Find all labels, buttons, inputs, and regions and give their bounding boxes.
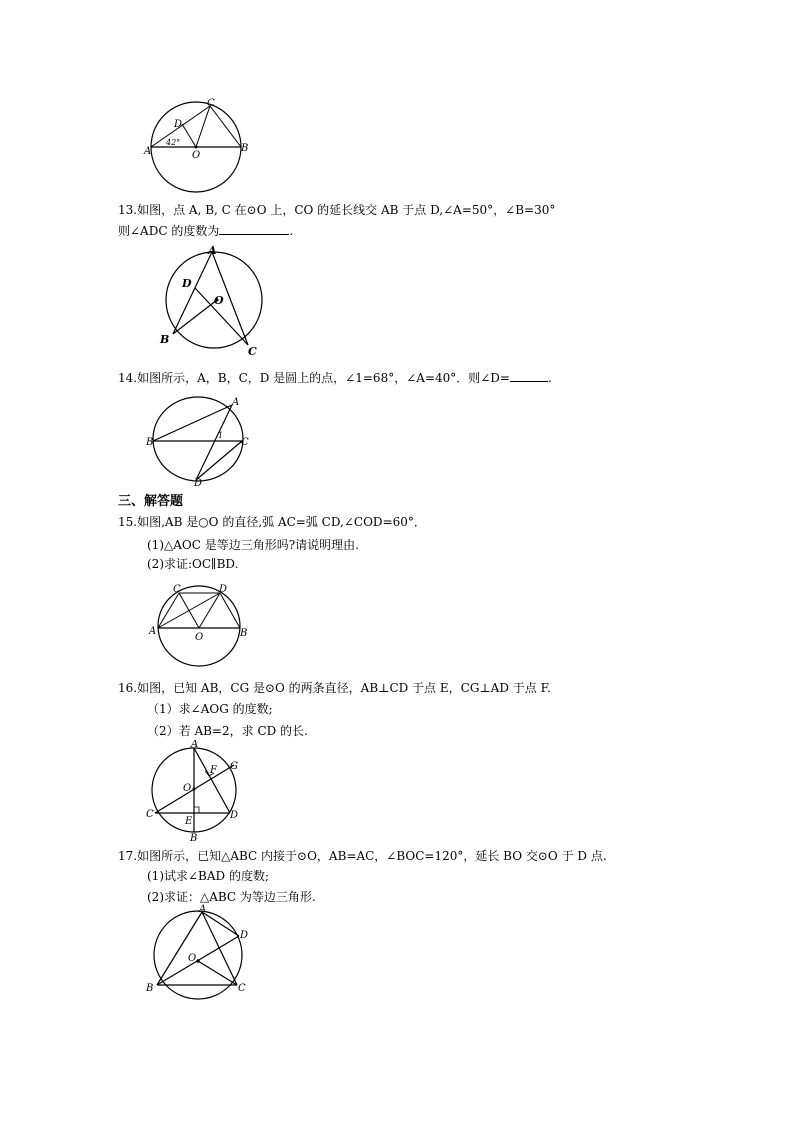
label-d: D [182, 277, 192, 290]
q16-sub2: （2）若 AB=2，求 CD 的长. [147, 724, 308, 738]
center-point [195, 146, 198, 149]
label-b: B [146, 983, 154, 994]
circle [158, 586, 240, 666]
label-a: A [232, 397, 240, 408]
figure-q15 [146, 582, 252, 670]
label-c: C [173, 584, 181, 595]
q14-period: . [547, 371, 552, 385]
chord-ad [194, 748, 230, 813]
label-a: A [208, 244, 217, 257]
q13-prompt: 则∠ADC 的度数为 [118, 224, 220, 238]
q14-line1 [118, 369, 552, 386]
label-a: A [191, 740, 199, 750]
section-title: 三、解答题 [118, 494, 184, 509]
segment-ab [157, 912, 202, 985]
answer-blank-q14[interactable] [510, 369, 548, 382]
q17-stem: 17.如图所示，已知△ABC 内接于⊙O，AB=AC，∠BOC=120°，延长 BO 交⊙O 于 D 点. [118, 849, 607, 863]
chord-ad [196, 405, 232, 480]
label-d: D [194, 478, 203, 487]
figure-q16 [142, 740, 252, 842]
label-c: C [146, 809, 154, 820]
chord-cd [196, 441, 242, 480]
label-a: A [149, 626, 157, 637]
label-b: B [160, 333, 170, 346]
q17-sub1: (1)试求∠BAD 的度数; [147, 869, 270, 883]
label-b: B [240, 628, 248, 639]
q15-sub2: (2)求证:OC∥BD. [147, 557, 239, 571]
label-d: D [230, 810, 239, 821]
label-o: O [188, 953, 197, 964]
label-angle-1: 1 [218, 431, 224, 440]
label-angle: 42° [166, 138, 181, 147]
q17-sub2: (2)求证：△ABC 为等边三角形. [147, 890, 316, 904]
label-f: F [210, 765, 217, 776]
q15-sub1: (1)△AOC 是等边三角形吗?请说明理由. [147, 538, 359, 552]
segment-od [199, 593, 220, 628]
label-o: O [214, 294, 224, 307]
center-point [193, 788, 196, 791]
label-o: O [195, 632, 204, 643]
label-o: O [192, 150, 201, 161]
segment-do [182, 124, 196, 147]
q13-line1: 13.如图，点 A, B, C 在⊙O 上，CO 的延长线交 AB 于点 D,∠A=50°，∠B=30° [118, 203, 556, 217]
label-b: B [190, 833, 198, 842]
answer-blank-q13[interactable] [219, 222, 289, 235]
label-c: C [238, 983, 246, 994]
label-o: O [183, 783, 192, 794]
figure-q14 [146, 393, 252, 487]
q14-prompt: 14.如图所示，A，B，C，D 是圆上的点，∠1=68°，∠A=40°．则∠D= [118, 371, 510, 385]
label-d: D [240, 930, 249, 941]
label-a: A [199, 904, 207, 915]
figure-q13 [155, 242, 273, 362]
segment-co [196, 106, 210, 147]
label-e: E [185, 816, 193, 827]
label-c: C [241, 437, 249, 448]
q13-line2 [118, 222, 293, 239]
q16-stem: 16.如图，已知 AB，CG 是⊙O 的两条直径，AB⊥CD 于点 E，CG⊥AD 于点 F. [118, 681, 551, 695]
label-g: G [230, 761, 238, 772]
q13-period: . [289, 224, 294, 238]
label-a: A [144, 146, 152, 157]
label-c: C [207, 98, 215, 109]
figure-q12 [140, 98, 250, 196]
label-b: B [146, 437, 154, 448]
segment-ad [158, 593, 220, 628]
center-point [196, 959, 200, 963]
label-c: C [248, 345, 257, 358]
q16-sub1: （1）求∠AOG 的度数; [147, 702, 273, 716]
q15-stem: 15.如图,AB 是○O 的直径,弧 AC=弧 CD,∠COD=60°． [118, 515, 426, 529]
circle [154, 911, 242, 999]
right-angle-mark-e [194, 807, 199, 813]
label-b: B [241, 143, 249, 154]
label-d: D [219, 584, 228, 595]
figure-q17 [142, 903, 254, 1005]
label-d: D [174, 119, 183, 130]
segment-ab [173, 252, 212, 334]
